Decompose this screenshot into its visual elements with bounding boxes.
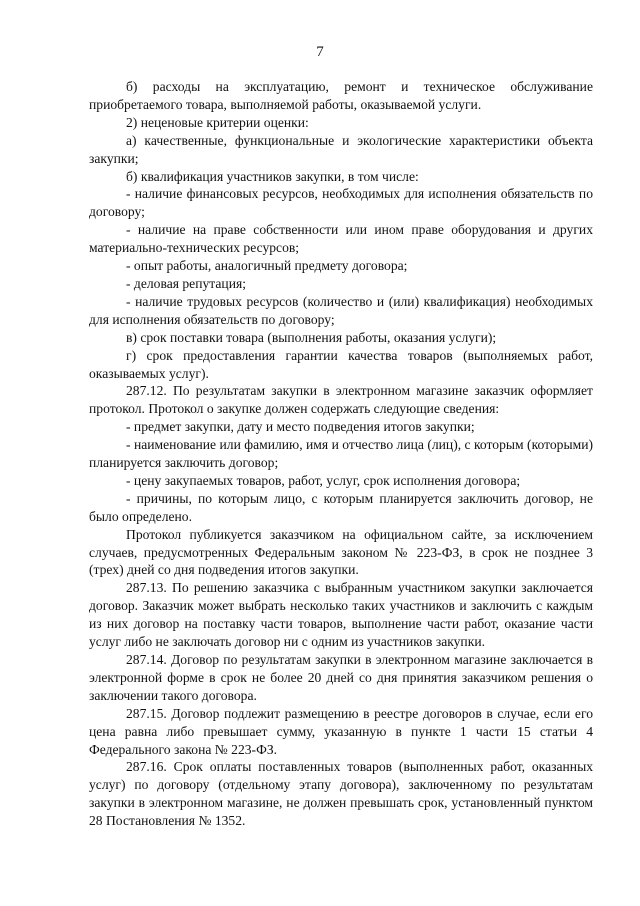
list-item: - наименование или фамилию, имя и отчество лица (лиц), с которым (которыми) планируется заключить договор;: [89, 437, 593, 471]
page-number: 7: [316, 44, 324, 60]
paragraph: а) качественные, функциональные и экологические характеристики объекта закупки;: [89, 132, 593, 166]
paragraph: б) расходы на эксплуатацию, ремонт и техническое обслуживание приобретаемого товара, выполняемой работы, оказываемой услуги.: [89, 79, 593, 112]
list-item: - опыт работы, аналогичный предмету договора;: [126, 258, 408, 274]
paragraph: 287.15. Договор подлежит размещению в реестре договоров в случае, если его цена равна либо превышает сумму, указанную в пункте 1 части 15 статьи 4 Федерального закона № 223-ФЗ.: [89, 705, 593, 757]
list-item: - наличие на праве собственности или ином праве оборудования и других материально-технических ресурсов;: [89, 222, 593, 256]
list-item: - предмет закупки, дату и место подведения итогов закупки;: [126, 419, 475, 435]
paragraph: Протокол публикуется заказчиком на официальном сайте, за исключением случаев, предусмотренных Федеральным законом № 223-ФЗ, в срок не позднее 3 (трех) дней со дня подведения итогов закупки.: [89, 526, 593, 578]
list-item: - причины, по которым лицо, с которым планируется заключить договор, не было определено.: [89, 490, 593, 524]
list-item: - наличие трудовых ресурсов (количество и (или) квалификация) необходимых для исполнения обязательств по договору;: [89, 293, 593, 327]
list-item: - цену закупаемых товаров, работ, услуг, срок исполнения договора;: [126, 472, 521, 488]
paragraph: б) квалификация участников закупки, в том числе:: [126, 168, 419, 184]
list-item: - наличие финансовых ресурсов, необходимых для исполнения обязательств по договору;: [89, 186, 593, 220]
document-body: [89, 78, 593, 830]
paragraph: г) срок предоставления гарантии качества товаров (выполняемых работ, оказываемых услуг).: [89, 347, 593, 381]
paragraph: 287.13. По решению заказчика с выбранным участником закупки заключается договор. Заказчик может выбрать несколько таких участников и заключить с каждым из них договор на поставку части товаров, выполнение части работ, оказание части услуг либо не заключать договор ни с одним из участников закупки.: [89, 580, 593, 650]
paragraph: 287.14. Договор по результатам закупки в электронном магазине заключается в электронной форме в срок не более 20 дней со дня принятия заказчиком решения о заключении такого договора.: [89, 652, 593, 703]
paragraph: 287.12. По результатам закупки в электронном магазине заказчик оформляет протокол. Протокол о закупке должен содержать следующие сведения:: [89, 383, 593, 417]
paragraph: 2) неценовые критерии оценки:: [126, 114, 309, 130]
paragraph: в) срок поставки товара (выполнения работы, оказания услуги);: [126, 329, 497, 345]
paragraph: 287.16. Срок оплаты поставленных товаров (выполненных работ, оказанных услуг) по договору (отдельному этапу договора), заключенному по результатам закупки в электронном магазине, не должен превышать срок, установленный пунктом 28 Постановления № 1352.: [89, 759, 593, 829]
list-item: - деловая репутация;: [126, 275, 247, 291]
